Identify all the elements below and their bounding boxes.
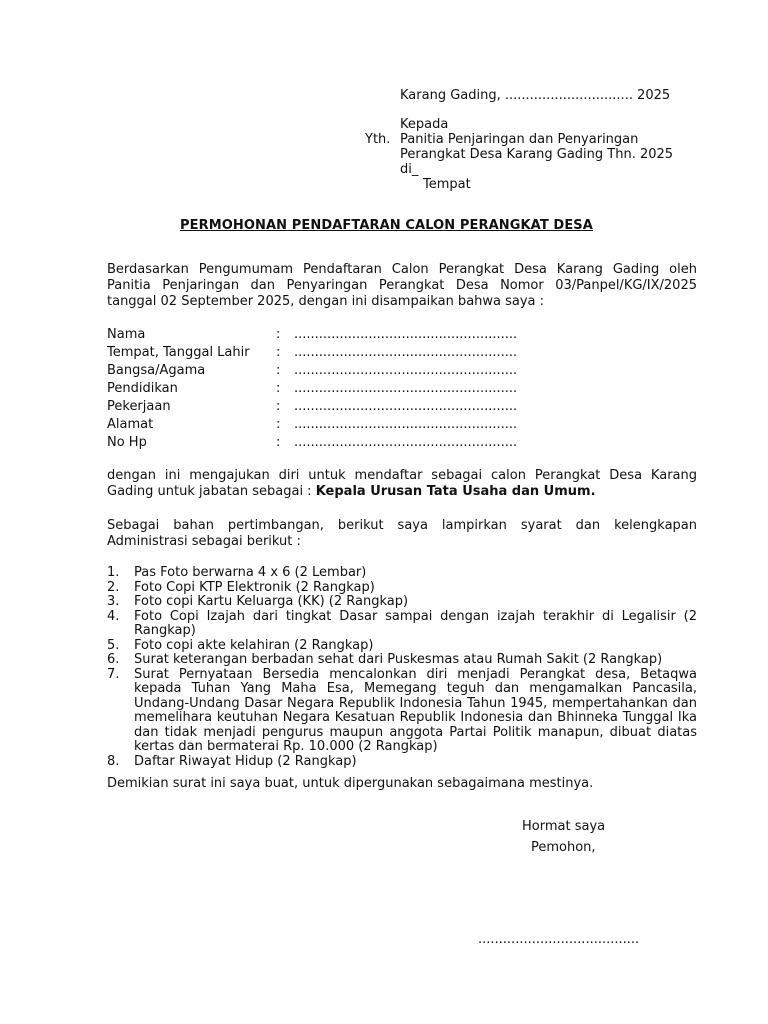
requirement-number: 8. — [107, 753, 120, 769]
field-colon: : — [276, 417, 281, 432]
requirement-item — [107, 595, 697, 610]
field-row — [107, 398, 567, 416]
requirement-item — [107, 668, 697, 755]
requirement-text: Surat keterangan berbadan sehat dari Puskesmas atau Rumah Sakit (2 Rangkap) — [134, 652, 663, 667]
requirement-item — [107, 610, 697, 639]
field-colon: : — [276, 345, 281, 360]
requirement-number: 1. — [107, 565, 120, 580]
recipient-line-2: Perangkat Desa Karang Gading Thn. 2025 — [400, 147, 674, 162]
pemohon-label: Pemohon, — [531, 840, 596, 855]
requirement-item — [107, 755, 697, 770]
field-row — [107, 434, 567, 452]
field-row — [107, 362, 567, 380]
requirement-item — [107, 653, 697, 668]
requirements-list — [107, 566, 697, 769]
field-row — [107, 344, 567, 362]
field-value: ...................................................... — [294, 435, 518, 450]
field-value: ...................................................... — [294, 363, 518, 378]
kepada-label: Kepada — [400, 117, 449, 132]
field-colon: : — [276, 381, 281, 396]
requirement-number: 6. — [107, 652, 120, 667]
field-row — [107, 416, 567, 434]
closing-sentence: Demikian surat ini saya buat, untuk dipergunakan sebagaimana mestinya. — [107, 776, 594, 791]
requirement-number: 2. — [107, 579, 120, 595]
hormat-saya: Hormat saya — [522, 819, 606, 834]
requirement-text: Foto copi akte kelahiran (2 Rangkap) — [134, 637, 374, 653]
field-label: Nama — [107, 327, 146, 342]
requirement-number: 7. — [107, 666, 120, 682]
requirement-item — [107, 566, 697, 581]
field-colon: : — [276, 399, 281, 414]
signature-line: ....................................... — [478, 932, 640, 947]
intro-paragraph: Berdasarkan Pengumumam Pendaftaran Calon Perangkat Desa Karang Gading oleh Panitia Penjaringan dan Penyaringan Perangkat Desa Nomor 03/Panpel/KG/IX/2025 tanggal 02 September 2025, dengan ini disampaikan bahwa saya : — [107, 262, 697, 309]
field-label: Alamat — [107, 417, 154, 432]
field-value: ...................................................... — [294, 399, 518, 414]
requirement-number: 3. — [107, 594, 120, 609]
place-date: Karang Gading, ............................... 2025 — [400, 88, 671, 103]
field-label: Pendidikan — [107, 381, 178, 396]
letter-title: PERMOHONAN PENDAFTARAN CALON PERANGKAT DESA — [180, 218, 593, 233]
field-row — [107, 380, 567, 398]
recipient-line-1: Panitia Penjaringan dan Penyaringan — [400, 132, 639, 147]
requirement-number: 5. — [107, 637, 120, 653]
requirement-number: 4. — [107, 608, 120, 624]
application-text: dengan ini mengajukan diri untuk mendaftar sebagai calon Perangkat Desa Karang Gading untuk jabatan sebagai : — [107, 468, 697, 499]
address-block — [365, 88, 705, 192]
di-label: di_ — [400, 162, 419, 177]
field-value: ...................................................... — [294, 345, 518, 360]
requirement-text: Surat Pernyataan Bersedia mencalonkan diri menjadi Perangkat desa, Betaqwa kepada Tuhan Yang Maha Esa, Memegang teguh dan mengamalkan Pancasila, Undang-Undang Dasar Negara Republik Indonesia Tahun 1945, mempertahankan dan memelihara keutuhan Negara Kesatuan Republik Indonesia dan Bhinneka Tunggal Ika dan tidak menjadi pengurus maupun anggota Partai Politik manapun, dibuat diatas kertas dan bermaterai Rp. 10.000 (2 Rangkap) — [134, 666, 697, 754]
field-colon: : — [276, 327, 281, 342]
field-label: Tempat, Tanggal Lahir — [107, 345, 250, 360]
field-label: Bangsa/Agama — [107, 363, 206, 378]
requirement-text: Foto Copi Izajah dari tingkat Dasar sampai dengan izajah terakhir di Legalisir (2 Rangkap) — [134, 608, 697, 638]
requirement-item — [107, 581, 697, 596]
yth-label: Yth. — [365, 132, 391, 147]
requirement-text: Foto copi Kartu Keluarga (KK) (2 Rangkap) — [134, 594, 409, 609]
field-value: ...................................................... — [294, 327, 518, 342]
application-paragraph — [107, 468, 697, 500]
field-label: Pekerjaan — [107, 399, 171, 414]
field-label: No Hp — [107, 435, 147, 450]
consideration-paragraph: Sebagai bahan pertimbangan, berikut saya lampirkan syarat dan kelengkapan Administrasi sebagai berikut : — [107, 518, 697, 549]
requirement-text: Daftar Riwayat Hidup (2 Rangkap) — [134, 753, 357, 769]
application-position: Kepala Urusan Tata Usaha dan Umum. — [315, 484, 596, 499]
tempat-label: Tempat — [423, 177, 471, 192]
field-colon: : — [276, 435, 281, 450]
requirement-item — [107, 639, 697, 654]
requirement-text: Foto Copi KTP Elektronik (2 Rangkap) — [134, 579, 375, 595]
field-colon: : — [276, 363, 281, 378]
field-row — [107, 326, 567, 344]
field-value: ...................................................... — [294, 417, 518, 432]
field-value: ...................................................... — [294, 381, 518, 396]
requirement-text: Pas Foto berwarna 4 x 6 (2 Lembar) — [134, 565, 367, 580]
applicant-fields — [107, 326, 567, 452]
